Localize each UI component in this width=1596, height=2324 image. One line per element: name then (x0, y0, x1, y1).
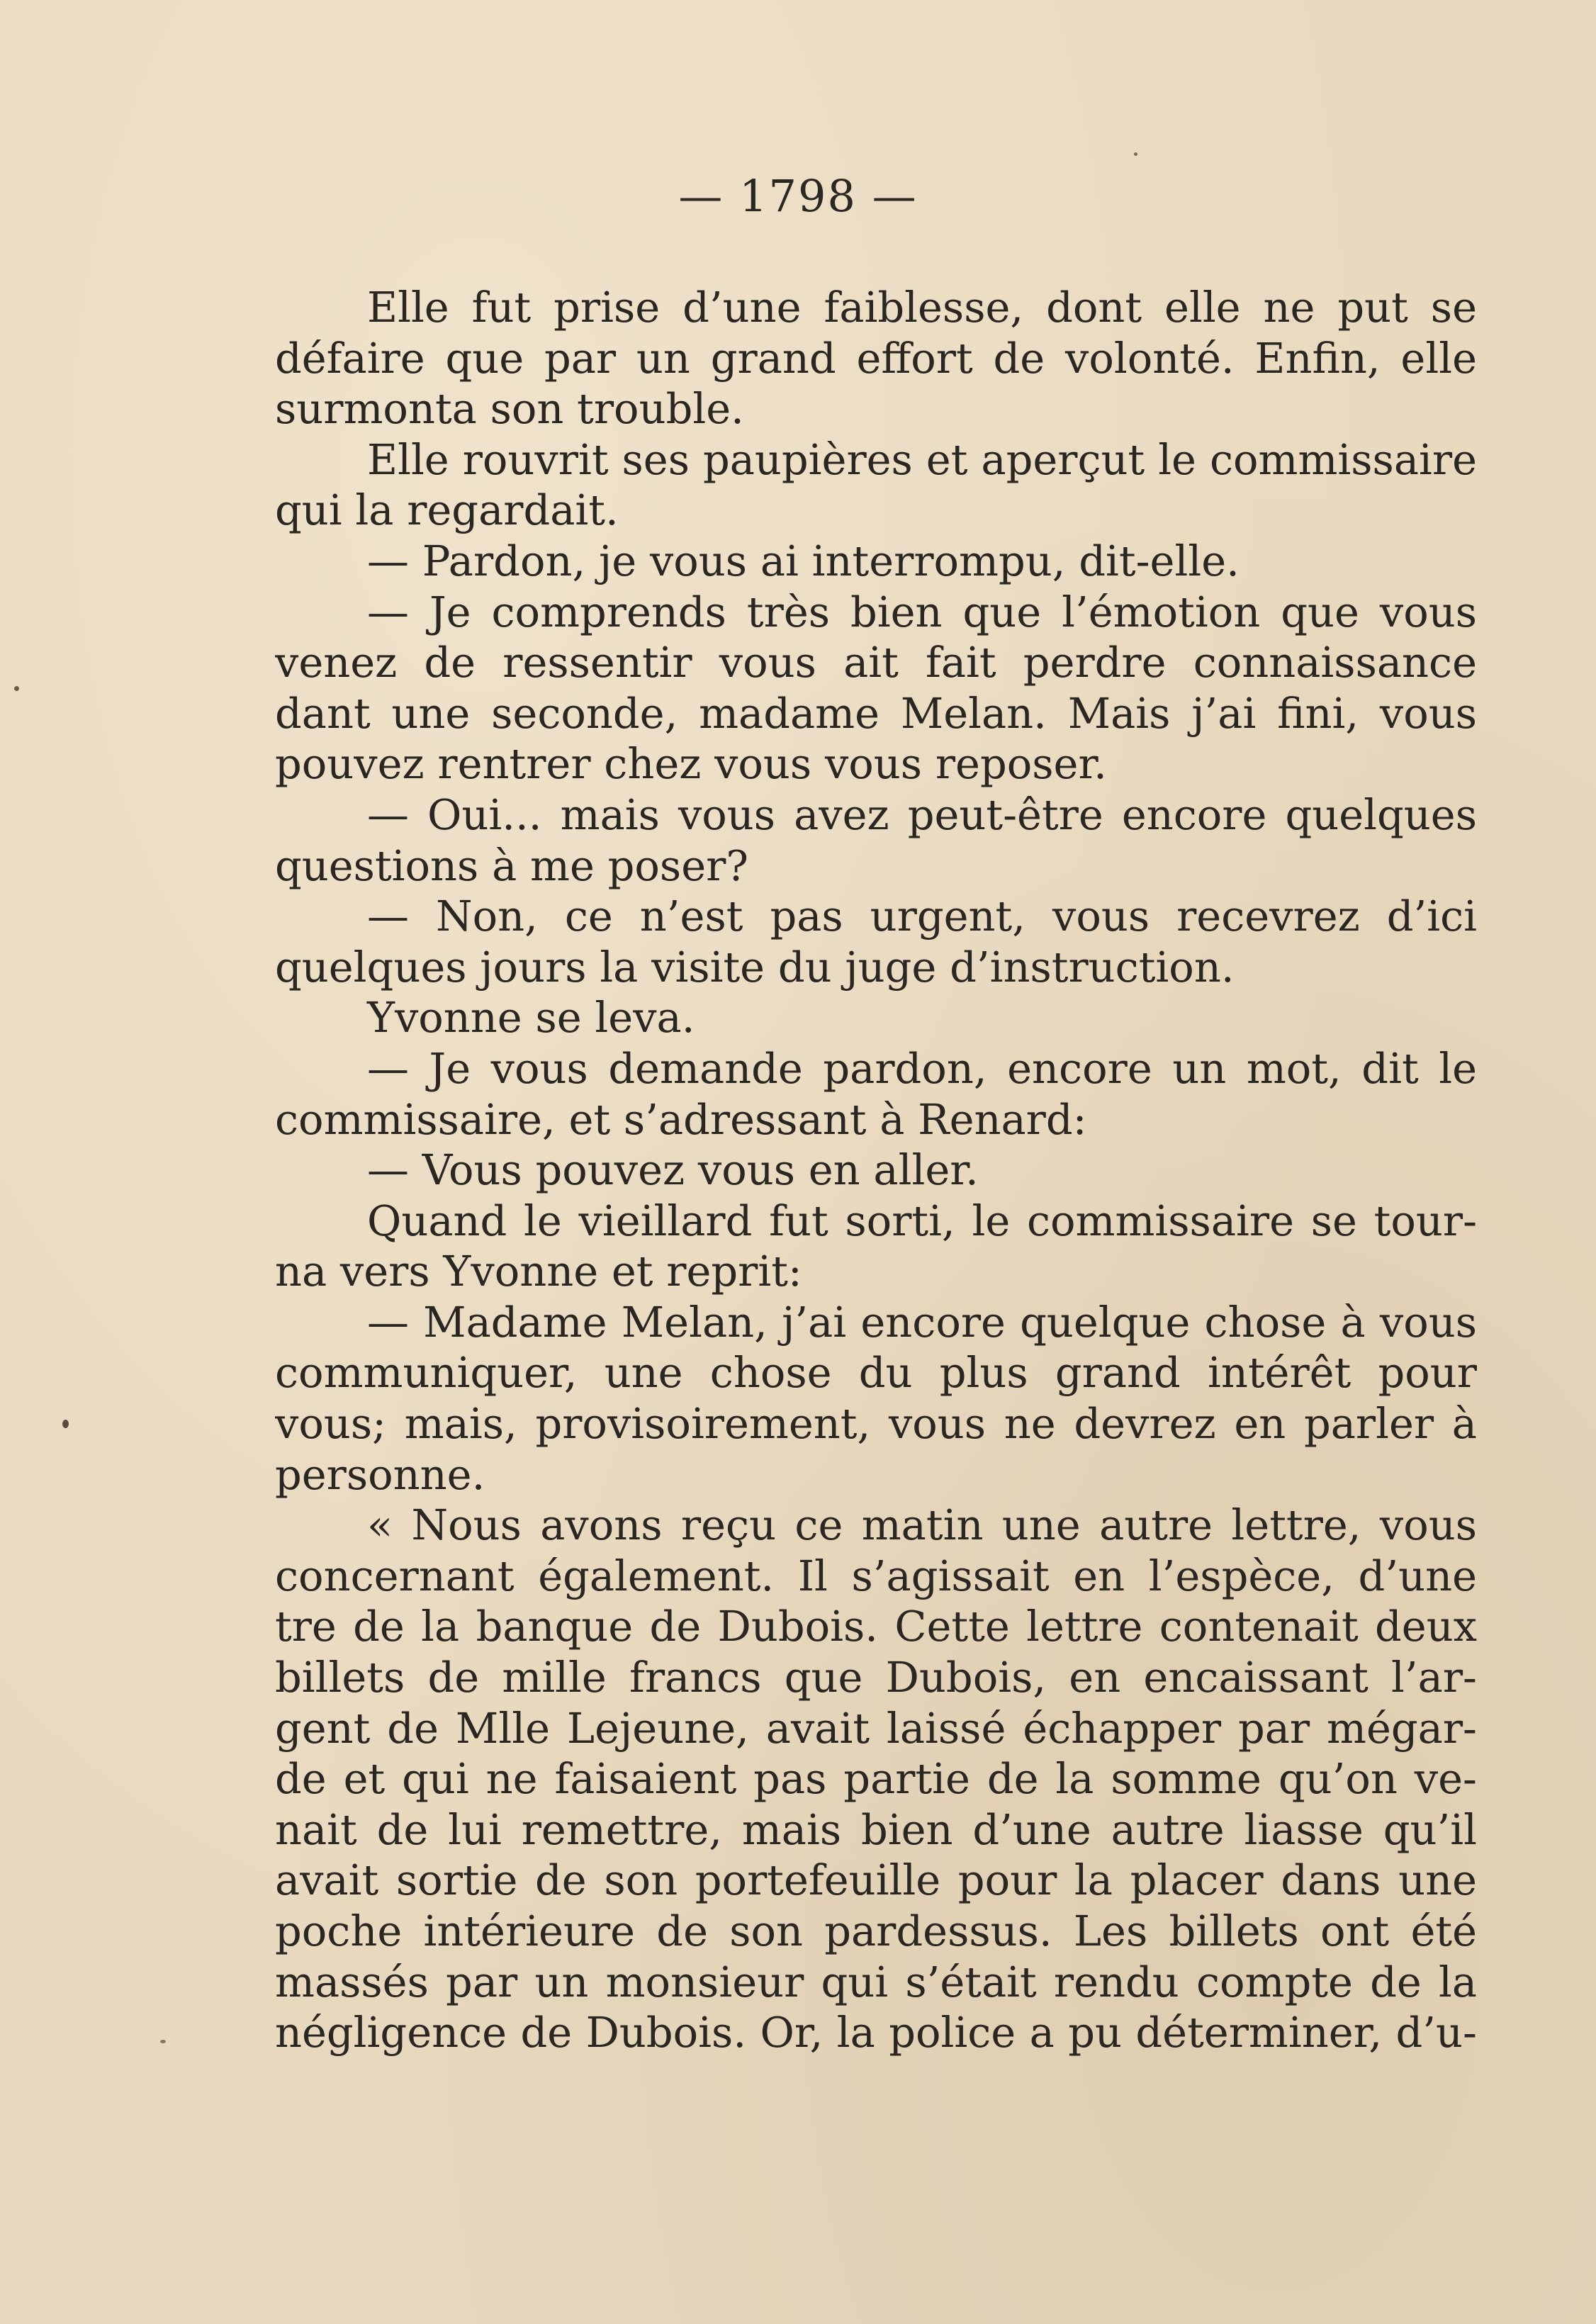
page-number: — 1798 — (678, 170, 918, 222)
text-line: commissaire, et s’adressant à Renard: (275, 1094, 1087, 1144)
text-line: — Oui... mais vous avez peut-être encore quelques (367, 790, 1477, 839)
text-line: « Nous avons reçu ce matin une autre lettre, vous (367, 1500, 1477, 1550)
body-text (275, 282, 1477, 2058)
text-line: — Je vous demande pardon, encore un mot, dit le (367, 1043, 1477, 1093)
text-line: nait de lui remettre, mais bien d’une autre liasse qu’il (275, 1804, 1477, 1854)
text-line: — Non, ce n’est pas urgent, vous recevrez d’ici (367, 892, 1477, 941)
text-line: vous; mais, provisoirement, vous ne devrez en parler à (275, 1399, 1477, 1449)
text-line: défaire que par un grand effort de volonté. Enfin, elle (275, 333, 1477, 383)
paper-speck (160, 2040, 166, 2043)
text-line: — Madame Melan, j’ai encore quelque chose à vous (367, 1297, 1477, 1347)
text-line: de et qui ne faisaient pas partie de la somme qu’on ve- (275, 1754, 1477, 1804)
text-line: tre de la banque de Dubois. Cette lettre contenait deux (275, 1602, 1477, 1651)
text-line: personne. (275, 1449, 485, 1499)
text-line: communiquer, une chose du plus grand intérêt pour (275, 1348, 1477, 1398)
paper-speck (62, 1420, 69, 1428)
text-line: négligence de Dubois. Or, la police a pu déterminer, d’u- (275, 2008, 1477, 2058)
text-line: pouvez rentrer chez vous vous reposer. (275, 739, 1107, 789)
text-line: gent de Mlle Lejeune, avait laissé échapper par mégar- (275, 1703, 1477, 1753)
text-line: qui la regardait. (275, 485, 619, 535)
text-line: — Je comprends très bien que l’émotion que vous (367, 587, 1477, 636)
text-line: Elle fut prise d’une faiblesse, dont elle ne put se (367, 283, 1477, 332)
text-line: massés par un monsieur qui s’était rendu compte de la (275, 1957, 1477, 2006)
text-line: na vers Yvonne et reprit: (275, 1247, 802, 1296)
paper-speck (14, 686, 19, 691)
text-line: — Vous pouvez vous en aller. (367, 1145, 979, 1195)
text-line: concernant également. Il s’agissait en l’espèce, d’une (275, 1551, 1477, 1600)
text-line: venez de ressentir vous ait fait perdre connaissance (275, 638, 1477, 687)
text-line: quelques jours la visite du juge d’instruction. (275, 942, 1235, 992)
text-line: Yvonne se leva. (367, 993, 695, 1043)
text-line: — Pardon, je vous ai interrompu, dit-elle. (367, 536, 1240, 585)
text-line: surmonta son trouble. (275, 384, 744, 434)
text-line: avait sortie de son portefeuille pour la placer dans une (275, 1856, 1477, 1905)
text-line: poche intérieure de son pardessus. Les billets ont été (275, 1907, 1477, 1955)
text-line: billets de mille francs que Dubois, en encaissant l’ar- (275, 1653, 1477, 1702)
text-line: Quand le vieillard fut sorti, le commissaire se tour- (367, 1196, 1477, 1245)
text-line: dant une seconde, madame Melan. Mais j’ai fini, vous (275, 688, 1477, 738)
text-line: Elle rouvrit ses paupières et aperçut le commissaire (367, 434, 1477, 484)
paper-speck (1134, 152, 1137, 156)
text-line: questions à me poser? (275, 841, 748, 890)
